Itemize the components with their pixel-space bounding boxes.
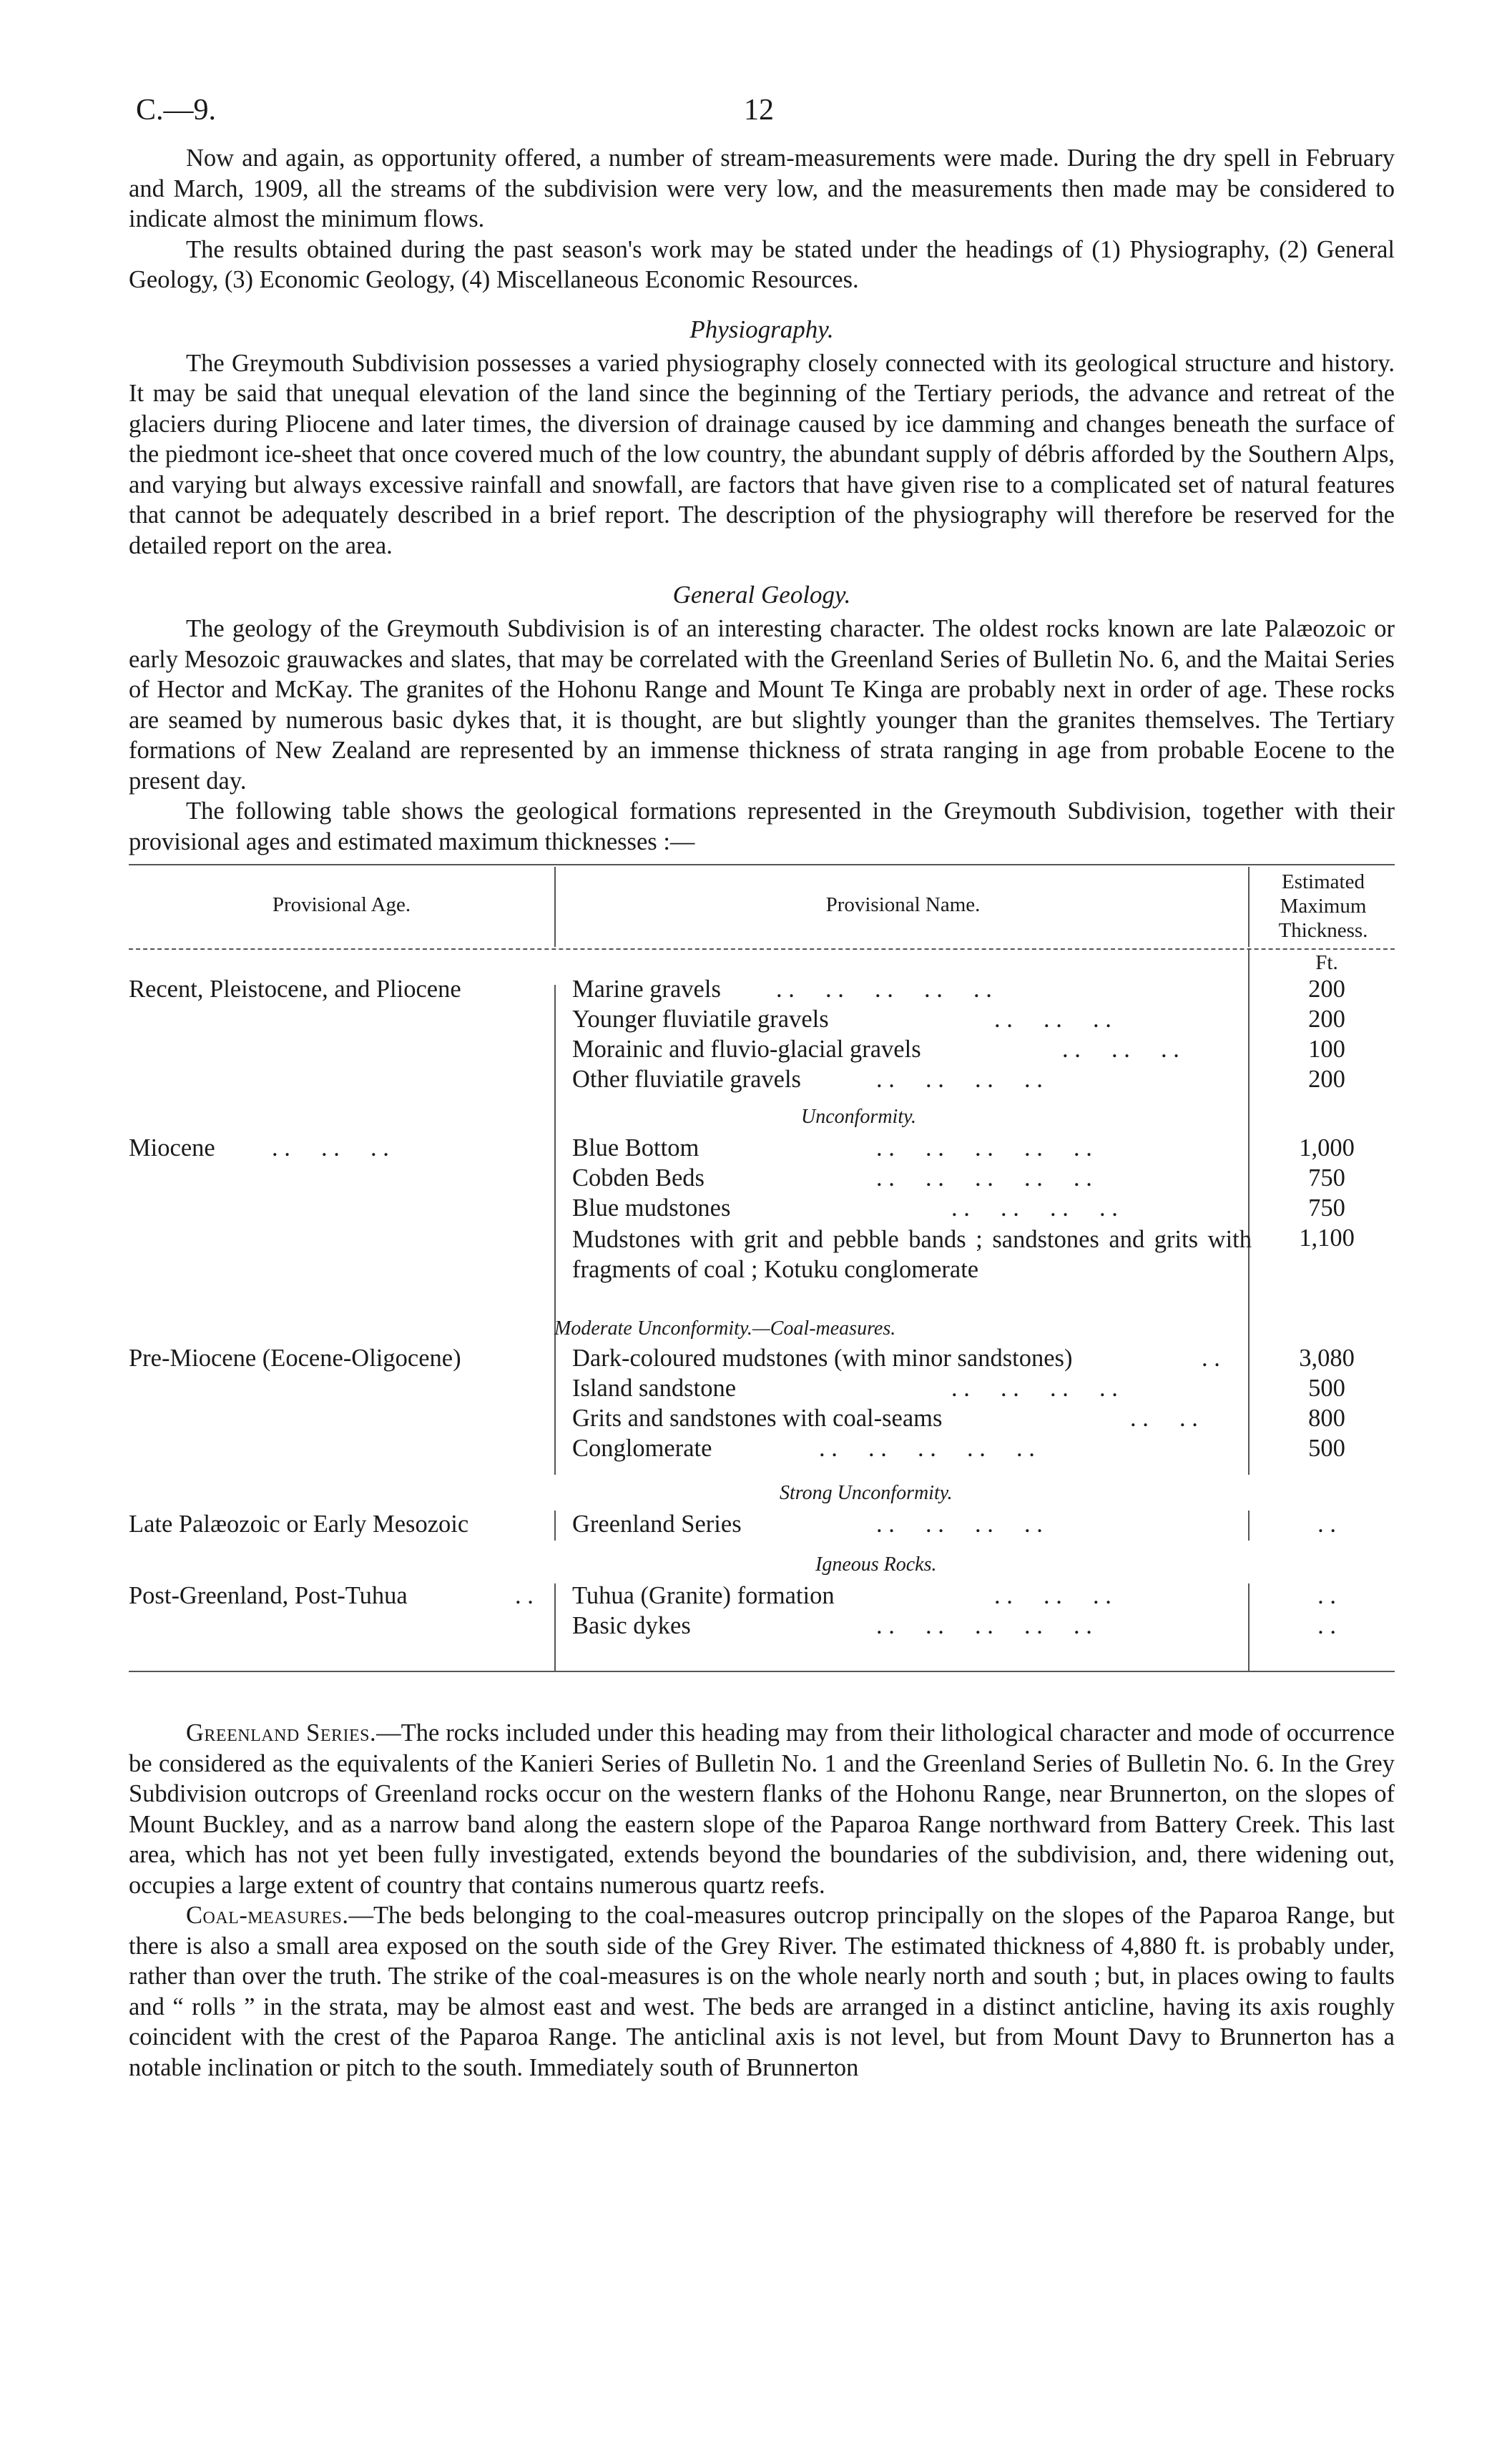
header-provisional-name: Provisional Name. [825,893,981,916]
thickness-cell: . . [1317,1582,1336,1609]
leader-dots: . . . . . . . . . . [876,1164,1092,1192]
name-cell: Grits and sandstones with coal-seams [572,1405,943,1432]
leader-dots: . . . . . . . . [876,1066,1043,1093]
header-bottom-rule [129,948,1395,950]
leader-dots: . . [515,1582,534,1609]
leader-dots: . . . . . . . . [951,1375,1118,1402]
name-cell: Cobden Beds [572,1164,705,1192]
leader-dots: . . . . . . . . [951,1194,1118,1222]
separator-row [129,1553,1395,1579]
thickness-cell: 800 [1308,1405,1345,1432]
unconformity-label: Strong Unconformity. [780,1482,953,1504]
document-page [129,93,1395,2083]
header-thickness-line: Estimated [1282,870,1365,893]
coal-measures-lead: Coal-measures. [186,1902,349,1929]
igneous-label: Igneous Rocks. [815,1553,937,1576]
table-row [129,1375,1395,1405]
name-cell: Greenland Series [572,1511,742,1538]
greenland-series-paragraph [129,1718,1395,1900]
leader-dots: . . . . . . . . . . [776,976,992,1003]
table-row [129,1511,1395,1541]
separator-row [129,1106,1395,1131]
spacer [129,1696,1395,1718]
leader-dots: . . . . . . [272,1134,389,1161]
name-cell: Dark-coloured mudstones (with minor sandstones) [572,1345,1073,1372]
physiography-paragraph: The Greymouth Subdivision possesses a varied physiography closely connected with its geological structure and history. It may be said that unequal elevation of the land since the beginning of the Tertiary periods, the advance and retreat of the glaciers during Pliocene and later times, the diversion of drainage caused by ice damming and changes beneath the surface of the piedmont ice-sheet that once covered much of the low country, the abundant supply of débris afforded by the Southern Alps, and varying but always excessive rainfall and snowfall, are factors that have given rise to a complicated set of natural features that cannot be adequately described in a brief report. The description of the physiography will therefore be reserved for the detailed report on the area. [129,349,1395,559]
table-row [129,1405,1395,1435]
separator-row [129,1482,1395,1508]
page-number: 12 [744,94,774,127]
thickness-cell: 1,100 [1299,1224,1355,1252]
leader-dots: . . . . . . [994,1582,1111,1609]
age-cell: Late Palæozoic or Early Mesozoic [129,1511,469,1538]
unconformity-label: Moderate Unconformity.—Coal-measures. [554,1317,896,1340]
header-thickness [1252,870,1395,943]
age-cell: Miocene [129,1134,215,1161]
leader-dots: . . [1202,1345,1220,1372]
leader-dots: . . . . . . . . . . [876,1134,1092,1161]
thickness-cell: . . [1317,1511,1336,1538]
name-cell: Tuhua (Granite) formation [572,1582,835,1609]
name-cell: Island sandstone [572,1375,737,1402]
greenland-series-lead: Greenland Series. [186,1719,377,1747]
formations-table [129,860,1395,1489]
name-cell: Conglomerate [572,1435,712,1462]
header-thickness-line: Maximum [1280,895,1367,918]
table-row [129,1435,1395,1465]
age-cell: Recent, Pleistocene, and Pliocene [129,976,461,1003]
name-cell: Younger fluviatile gravels [572,1006,829,1033]
document-reference: C.—9. [136,94,217,127]
physiography-heading: Physiography. [689,315,834,343]
table-row [129,1224,1395,1315]
table-row [129,1345,1395,1375]
header-thickness-line: Thickness. [1278,919,1368,942]
greenland-series-text: —The rocks included under this heading may from their lithological character and mode of occurrence be considered as the equivalents of the Kanieri Series of Bulletin No. 1 and the Greenland Series of Bulletin No. 6. In the Grey Subdivision outcrops of Greenland rocks occur on the western flanks of the Hohonu Range, near Brunnerton, on the slopes of Mount Buckley, and as a narrow band along the eastern slope of the Paparoa Range northward from Battery Creek. This last area, which has not yet been fully investigated, extends beyond the boundaries of the subdivision, and, there widening out, occupies a large extent of country that contains numerous quartz reefs. [129,1719,1395,1899]
header-divider [554,867,556,947]
table-row [129,1134,1395,1164]
table-row [129,1582,1395,1612]
leader-dots: . . . . . . [994,1006,1111,1033]
table-row [129,1194,1395,1224]
table-row [129,976,1395,1006]
table-row [129,1164,1395,1194]
header-divider [1248,867,1250,947]
thickness-cell: 3,080 [1299,1345,1355,1372]
table-row [129,1036,1395,1066]
general-geology-paragraph-2: The following table shows the geological formations represented in the Greymouth Subdivision, together with their provisional ages and estimated maximum thicknesses :— [129,797,1395,855]
leader-dots: . . . . . . [1062,1036,1179,1063]
name-cell: Marine gravels [572,976,721,1003]
thickness-cell: 500 [1308,1375,1345,1402]
header-provisional-age: Provisional Age. [272,893,411,916]
formations-table-continued [129,1482,1395,1696]
name-cell: Basic dykes [572,1612,691,1639]
name-cell: Blue Bottom [572,1134,699,1161]
name-cell: Blue mudstones [572,1194,731,1222]
general-geology-paragraph-1: The geology of the Greymouth Subdivision is of an interesting character. The oldest rocks known are late Palæozoic or early Mesozoic grauwackes and slates, that may be correlated with the Greenland Series of Bulletin No. 6, and the Maitai Series of Hector and McKay. The granites of the Hohonu Range and Mount Te Kinga are probably next in order of age. These rocks are seamed by numerous basic dykes that, it is thought, are but slightly younger than the granites themselves. The Tertiary formations of New Zealand are represented by an immense thickness of strata ranging in age from probable Eocene to the present day. [129,615,1395,795]
table-row [129,1612,1395,1642]
thickness-cell: 750 [1308,1164,1345,1192]
table-top-rule [129,864,1395,865]
thickness-cell: . . [1317,1612,1336,1639]
thickness-cell: 200 [1308,976,1345,1003]
leader-dots: . . . . . . . . [876,1511,1043,1538]
intro-paragraph-2: The results obtained during the past season's work may be stated under the headings of (1) Physiography, (2) General Geology, (3) Economic Geology, (4) Miscellaneous Economic Resources. [129,235,1395,293]
thickness-unit: Ft. [1315,951,1338,974]
coal-measures-paragraph [129,1900,1395,2083]
table-row [129,1066,1395,1096]
general-geology-heading: General Geology. [672,581,851,609]
age-cell: Pre-Miocene (Eocene-Oligocene) [129,1345,461,1372]
thickness-cell: 200 [1308,1066,1345,1093]
thickness-cell: 500 [1308,1435,1345,1462]
name-cell: Mudstones with grit and pebble bands ; sandstones and grits with fragments of coal ; Kotuku conglomerate [572,1226,1252,1283]
thickness-cell: 750 [1308,1194,1345,1222]
separator-row [129,1317,1395,1343]
thickness-cell: 100 [1308,1036,1345,1063]
leader-dots: . . . . [1130,1405,1198,1432]
name-cell: Morainic and fluvio-glacial gravels [572,1036,921,1063]
age-cell: Post-Greenland, Post-Tuhua [129,1582,408,1609]
coal-measures-text: —The beds belonging to the coal-measures outcrop principally on the slopes of the Paparoa Range, but there is also a small area exposed on the south side of the Grey River. The estimated thickness of 4,880 ft. is probably under, rather than over the truth. The strike of the coal-measures is on the whole nearly north and south ; but, in places owing to faults and “ rolls ” in the strata, may be almost east and west. The beds are arranged in a distinct anticline, having its axis roughly coincident with the crest of the Paparoa Range. The anticlinal axis is not level, but from Mount Davy to Brunnerton has a notable inclination or pitch to the south. Immediately south of Brunnerton [129,1902,1395,2081]
intro-paragraph-1: Now and again, as opportunity offered, a number of stream-measurements were made. During the dry spell in February and March, 1909, all the streams of the subdivision were very low, and the measurements then made may be considered to indicate almost the minimum flows. [129,144,1395,232]
table-bottom-rule [129,1671,1395,1672]
thickness-cell: 200 [1308,1006,1345,1033]
page-header [129,93,1395,143]
leader-dots: . . . . . . . . . . [819,1435,1035,1462]
unconformity-label: Unconformity. [801,1106,916,1128]
leader-dots: . . . . . . . . . . [876,1612,1092,1639]
name-cell: Other fluviatile gravels [572,1066,801,1093]
thickness-cell: 1,000 [1299,1134,1355,1161]
table-row [129,1006,1395,1036]
